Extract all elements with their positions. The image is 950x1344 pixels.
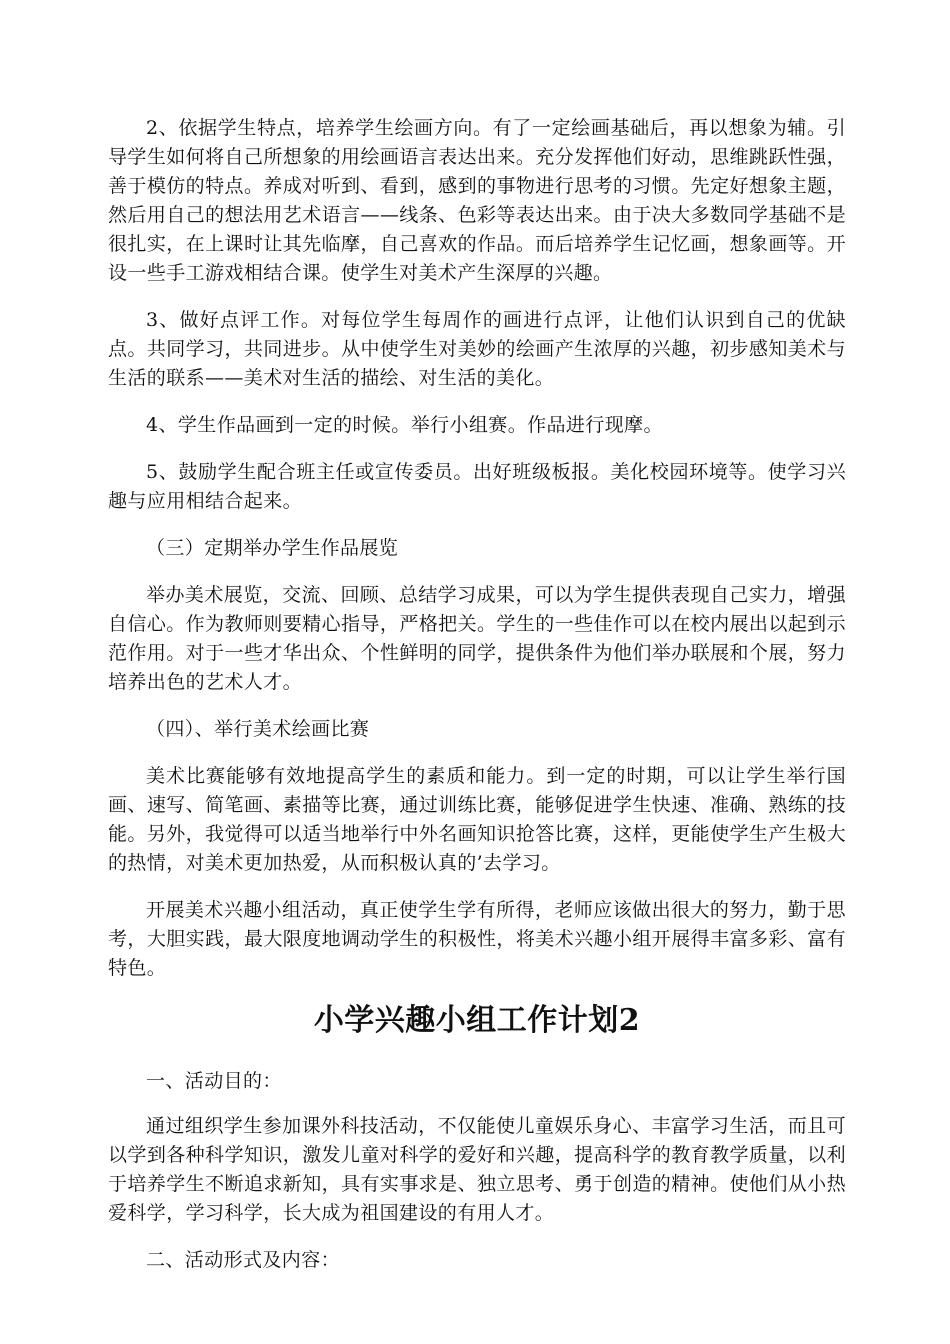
section-heading-purpose: 一、活动目的：	[146, 1070, 282, 1092]
paragraph-exhibition: 举办美术展览，交流、回顾、总结学习成果，可以为学生提供表现自己实力，增强自信心。作为教师则要精心指导，严格把关。学生的一些佳作可以在校内展出以起到示范作用。对于一些才华出众、个性鲜明的同学，提供条件为他们举办联展和个展，努力培养出色的艺术人才。	[108, 584, 846, 693]
section-heading-activities: 二、活动形式及内容：	[146, 1249, 341, 1271]
paragraph-item-5: 5、鼓励学生配合班主任或宣传委员。出好班级板报。美化校园环境等。使学习兴趣与应用相结合起来。	[108, 461, 846, 512]
paragraph-competition: 美术比赛能够有效地提高学生的素质和能力。到一定的时期，可以让学生举行国画、速写、简笔画、素描等比赛，通过训练比赛，能够促进学生快速、准确、熟练的技能。另外，我觉得可以适当地举行中外名画知识抢答比赛，这样，更能使学生产生极大的热情，对美术更加热爱，从而积极认真的’去学习。	[108, 765, 846, 874]
paragraph-purpose: 通过组织学生参加课外科技活动，不仅能使儿童娱乐身心、丰富学习生活，而且可以学到各种科学知识，激发儿童对科学的爱好和兴趣，提高科学的教育教学质量，以利于培养学生不断追求新知，具有实事求是、独立思考、勇于创造的精神。使他们从小热爱科学，学习科学，长大成为祖国建设的有用人才。	[108, 1115, 846, 1224]
paragraph-item-4: 4、学生作品画到一定的时候。举行小组赛。作品进行现摩。	[146, 414, 663, 436]
paragraph-item-2: 2、依据学生特点，培养学生绘画方向。有了一定绘画基础后，再以想象为辅。引导学生如何将自己所想象的用绘画语言表达出来。充分发挥他们好动，思维跳跃性强，善于模仿的特点。养成对听到、看到，感到的事物进行思考的习惯。先定好想象主题，然后用自己的想法用艺术语言——线条、色彩等表达出来。由于决大多数同学基础不是很扎实，在上课时让其先临摩，自己喜欢的作品。而后培养学生记忆画，想象画等。开设一些手工游戏相结合课。使学生对美术产生深厚的兴趣。	[108, 117, 846, 284]
document-page	[108, 114, 846, 1293]
paragraph-conclusion: 开展美术兴趣小组活动，真正使学生学有所得，老师应该做出很大的努力，勤于思考，大胆实践，最大限度地调动学生的积极性，将美术兴趣小组开展得丰富多彩、富有特色。	[108, 899, 846, 979]
section-heading-exhibition: （三）定期举办学生作品展览	[146, 537, 399, 559]
section-heading-competition: （四）、举行美术绘画比赛	[146, 718, 370, 740]
paragraph-item-3: 3、做好点评工作。对每位学生每周作的画进行点评，让他们认识到自己的优缺点。共同学习，共同进步。从中使学生对美妙的绘画产生浓厚的兴趣，初步感知美术与生活的联系——美术对生活的描绘、对生活的美化。	[108, 309, 846, 389]
document-title: 小学兴趣小组工作计划2	[313, 1003, 641, 1038]
